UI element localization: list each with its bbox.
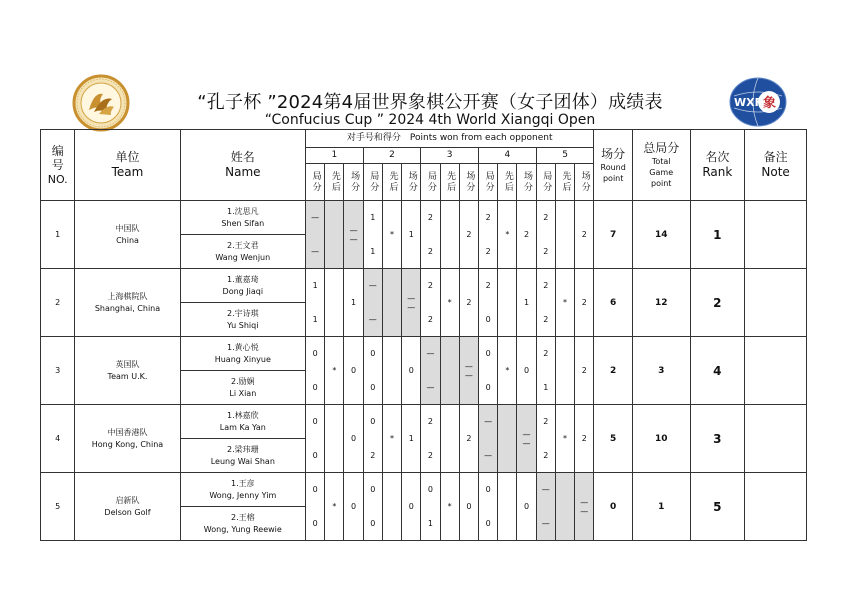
game-score: 0 (363, 405, 382, 439)
sub-header: 先后 (555, 164, 574, 201)
order-mark: * (382, 405, 401, 473)
match-score: — — (517, 405, 536, 473)
game-score: 1 (363, 201, 382, 235)
game-score: — (421, 337, 440, 371)
team-cell (75, 201, 180, 269)
order-mark (325, 269, 344, 337)
player-name-zh: 1.董嘉琦 (226, 274, 259, 284)
game-score: 0 (479, 337, 498, 371)
game-score: 2 (536, 337, 555, 371)
order-mark (498, 405, 517, 473)
order-mark (440, 337, 459, 405)
order-mark: * (382, 201, 401, 269)
game-score: — (479, 439, 498, 473)
total-game-point: 10 (632, 405, 690, 473)
player-1 (180, 201, 305, 235)
player-2 (180, 507, 305, 541)
game-score: 0 (306, 439, 325, 473)
player-name-en: Wong, Yung Reewie (203, 524, 282, 534)
player-2 (180, 439, 305, 473)
game-score: — (363, 269, 382, 303)
total-game-point: 3 (632, 337, 690, 405)
order-mark: * (325, 473, 344, 541)
total-game-point: 12 (632, 269, 690, 337)
sub-header: 先后 (325, 164, 344, 201)
game-score: 1 (306, 269, 325, 303)
game-score: 0 (479, 371, 498, 405)
team-name-zh: 上海棋院队 (107, 291, 148, 301)
col-rank: 名次 Rank (690, 130, 745, 201)
player-name-zh: 1.沈思凡 (226, 206, 259, 216)
order-mark: * (555, 405, 574, 473)
player-name-zh: 2.宇诗琪 (226, 308, 259, 318)
rank: 4 (690, 337, 745, 405)
sub-header: 先后 (440, 164, 459, 201)
match-score: 2 (575, 405, 594, 473)
table-row (41, 269, 807, 303)
col-note: 备注 Note (745, 130, 807, 201)
order-mark (382, 337, 401, 405)
player-2 (180, 371, 305, 405)
sub-header: 局分 (306, 164, 325, 201)
team-number: 3 (41, 337, 75, 405)
match-score: 0 (402, 337, 421, 405)
player-1 (180, 337, 305, 371)
round-point: 0 (594, 473, 632, 541)
sub-header: 局分 (536, 164, 555, 201)
opponent-header: 5 (536, 148, 594, 164)
team-number: 1 (41, 201, 75, 269)
game-score: 0 (479, 473, 498, 507)
game-score: 2 (421, 303, 440, 337)
opponent-header: 3 (421, 148, 479, 164)
game-score: 2 (421, 235, 440, 269)
player-name-zh: 2.梁玮珊 (226, 444, 259, 454)
match-score: 0 (517, 473, 536, 541)
game-score: 2 (479, 201, 498, 235)
game-score: 0 (306, 473, 325, 507)
col-total-game-point: 总局分 Total Game point (632, 130, 690, 201)
player-name-en: Wang Wenjun (215, 252, 271, 262)
match-score: 0 (344, 405, 363, 473)
game-score: 2 (536, 235, 555, 269)
opponent-header: 1 (306, 148, 364, 164)
game-score: 2 (536, 269, 555, 303)
game-score: — (536, 507, 555, 541)
game-score: 0 (479, 303, 498, 337)
col-round-point: 场分 Round point (594, 130, 632, 201)
team-cell (75, 405, 180, 473)
player-name-zh: 2.王文君 (226, 240, 259, 250)
match-score: — — (459, 337, 478, 405)
rank: 3 (690, 405, 745, 473)
note (745, 201, 807, 269)
player-name-en: Lam Ka Yan (219, 422, 266, 432)
game-score: 0 (306, 337, 325, 371)
match-score: 2 (575, 201, 594, 269)
game-score: 0 (479, 507, 498, 541)
results-table (40, 129, 807, 541)
total-game-point: 1 (632, 473, 690, 541)
match-score: 1 (402, 201, 421, 269)
game-score: 2 (479, 235, 498, 269)
match-score: 2 (575, 269, 594, 337)
page-title: “孔子杯 ”2024第4届世界象棋公开赛（女子团体）成绩表 (197, 92, 663, 113)
order-mark: * (440, 269, 459, 337)
game-score: 2 (363, 439, 382, 473)
order-mark: * (325, 337, 344, 405)
sub-header: 局分 (479, 164, 498, 201)
team-cell (75, 269, 180, 337)
player-1 (180, 269, 305, 303)
col-no: 编号 NO. (41, 130, 75, 201)
order-mark: * (498, 337, 517, 405)
col-name: 姓名 Name (180, 130, 305, 201)
player-1 (180, 405, 305, 439)
rank: 5 (690, 473, 745, 541)
rank: 1 (690, 201, 745, 269)
sub-header: 先后 (382, 164, 401, 201)
order-mark (555, 337, 574, 405)
match-score: 0 (402, 473, 421, 541)
game-score: 2 (421, 201, 440, 235)
game-score: 0 (306, 371, 325, 405)
game-score: 2 (536, 201, 555, 235)
game-score: 1 (421, 507, 440, 541)
game-score: 0 (363, 371, 382, 405)
match-score: 1 (344, 269, 363, 337)
player-name-zh: 2.励娴 (230, 376, 255, 386)
round-point: 2 (594, 337, 632, 405)
sub-header: 场分 (402, 164, 421, 201)
game-score: 0 (363, 473, 382, 507)
sub-header: 局分 (363, 164, 382, 201)
player-2 (180, 235, 305, 269)
game-score: 2 (421, 405, 440, 439)
sub-header: 先后 (498, 164, 517, 201)
order-mark (325, 405, 344, 473)
match-score: 2 (517, 201, 536, 269)
opponent-header: 4 (479, 148, 537, 164)
game-score: 0 (421, 473, 440, 507)
order-mark (382, 269, 401, 337)
svg-text:象: 象 (763, 96, 777, 111)
team-name-zh: 英国队 (115, 359, 140, 369)
game-score: — (536, 473, 555, 507)
sub-header: 场分 (517, 164, 536, 201)
sub-header: 场分 (575, 164, 594, 201)
team-name-zh: 中国香港队 (107, 427, 148, 437)
team-name-zh: 中国队 (115, 223, 140, 233)
match-score: 0 (344, 337, 363, 405)
order-mark (498, 269, 517, 337)
order-mark (325, 201, 344, 269)
match-score: 0 (459, 473, 478, 541)
table-row (41, 473, 807, 507)
order-mark (555, 473, 574, 541)
game-score: 2 (536, 303, 555, 337)
note (745, 337, 807, 405)
game-score: 1 (306, 303, 325, 337)
game-score: 0 (306, 507, 325, 541)
note (745, 269, 807, 337)
note (745, 405, 807, 473)
game-score: 0 (363, 337, 382, 371)
order-mark (498, 473, 517, 541)
team-name-en: China (116, 235, 139, 245)
sub-header: 局分 (421, 164, 440, 201)
match-score: 2 (459, 405, 478, 473)
order-mark: * (555, 269, 574, 337)
sub-header: 场分 (344, 164, 363, 201)
match-score: 1 (402, 405, 421, 473)
match-score: 2 (459, 201, 478, 269)
team-name-en: Hong Kong, China (91, 439, 164, 449)
game-score: — (306, 235, 325, 269)
team-name-en: Delson Golf (104, 507, 151, 517)
player-name-en: Wong, Jenny Yim (209, 490, 277, 500)
team-cell (75, 337, 180, 405)
order-mark: * (498, 201, 517, 269)
sub-header: 场分 (459, 164, 478, 201)
player-1 (180, 473, 305, 507)
table-row (41, 201, 807, 235)
game-score: — (306, 201, 325, 235)
player-name-en: Huang Xinyue (214, 354, 271, 364)
match-score: — — (575, 473, 594, 541)
round-point: 7 (594, 201, 632, 269)
match-score: — — (402, 269, 421, 337)
team-name-zh: 启新队 (115, 495, 140, 505)
order-mark: * (440, 473, 459, 541)
player-2 (180, 303, 305, 337)
game-score: 2 (536, 405, 555, 439)
order-mark (382, 473, 401, 541)
player-name-en: Yu Shiqi (227, 320, 259, 330)
player-name-en: Li Xian (229, 388, 257, 398)
team-number: 2 (41, 269, 75, 337)
match-score: 1 (517, 269, 536, 337)
order-mark (555, 201, 574, 269)
round-point: 6 (594, 269, 632, 337)
match-score: 0 (344, 473, 363, 541)
player-name-en: Shen Sifan (221, 218, 265, 228)
game-score: 2 (536, 439, 555, 473)
svg-text:WXF: WXF (734, 96, 763, 109)
game-score: 0 (306, 405, 325, 439)
game-score: 2 (421, 269, 440, 303)
match-score: 2 (575, 337, 594, 405)
player-name-en: Dong Jiaqi (222, 286, 264, 296)
player-name-zh: 1.林嘉欣 (226, 410, 259, 420)
player-name-en: Leung Wai Shan (210, 456, 275, 466)
game-score: 0 (363, 507, 382, 541)
game-score: 1 (363, 235, 382, 269)
game-score: 1 (536, 371, 555, 405)
player-name-zh: 1.黄心悦 (226, 342, 259, 352)
team-name-en: Shanghai, China (94, 303, 161, 313)
game-score: 2 (421, 439, 440, 473)
player-name-zh: 2.王榕 (230, 512, 255, 522)
opponent-header: 2 (363, 148, 421, 164)
rank: 2 (690, 269, 745, 337)
team-name-en: Team U.K. (107, 371, 148, 381)
order-mark (440, 201, 459, 269)
page-subtitle: “Confucius Cup ” 2024 4th World Xiangqi Open (264, 112, 596, 128)
team-number: 4 (41, 405, 75, 473)
game-score: — (363, 303, 382, 337)
match-score: 2 (459, 269, 478, 337)
round-point: 5 (594, 405, 632, 473)
team-number: 5 (41, 473, 75, 541)
table-row (41, 337, 807, 371)
col-opponents: 对手号和得分 Points won from each opponent (306, 130, 594, 148)
match-score: 0 (517, 337, 536, 405)
game-score: — (421, 371, 440, 405)
col-team: 单位 Team (75, 130, 180, 201)
note (745, 473, 807, 541)
game-score: — (479, 405, 498, 439)
order-mark (440, 405, 459, 473)
player-name-zh: 1.王彦 (230, 478, 255, 488)
match-score: — — (344, 201, 363, 269)
game-score: 2 (479, 269, 498, 303)
team-cell (75, 473, 180, 541)
total-game-point: 14 (632, 201, 690, 269)
table-row (41, 405, 807, 439)
